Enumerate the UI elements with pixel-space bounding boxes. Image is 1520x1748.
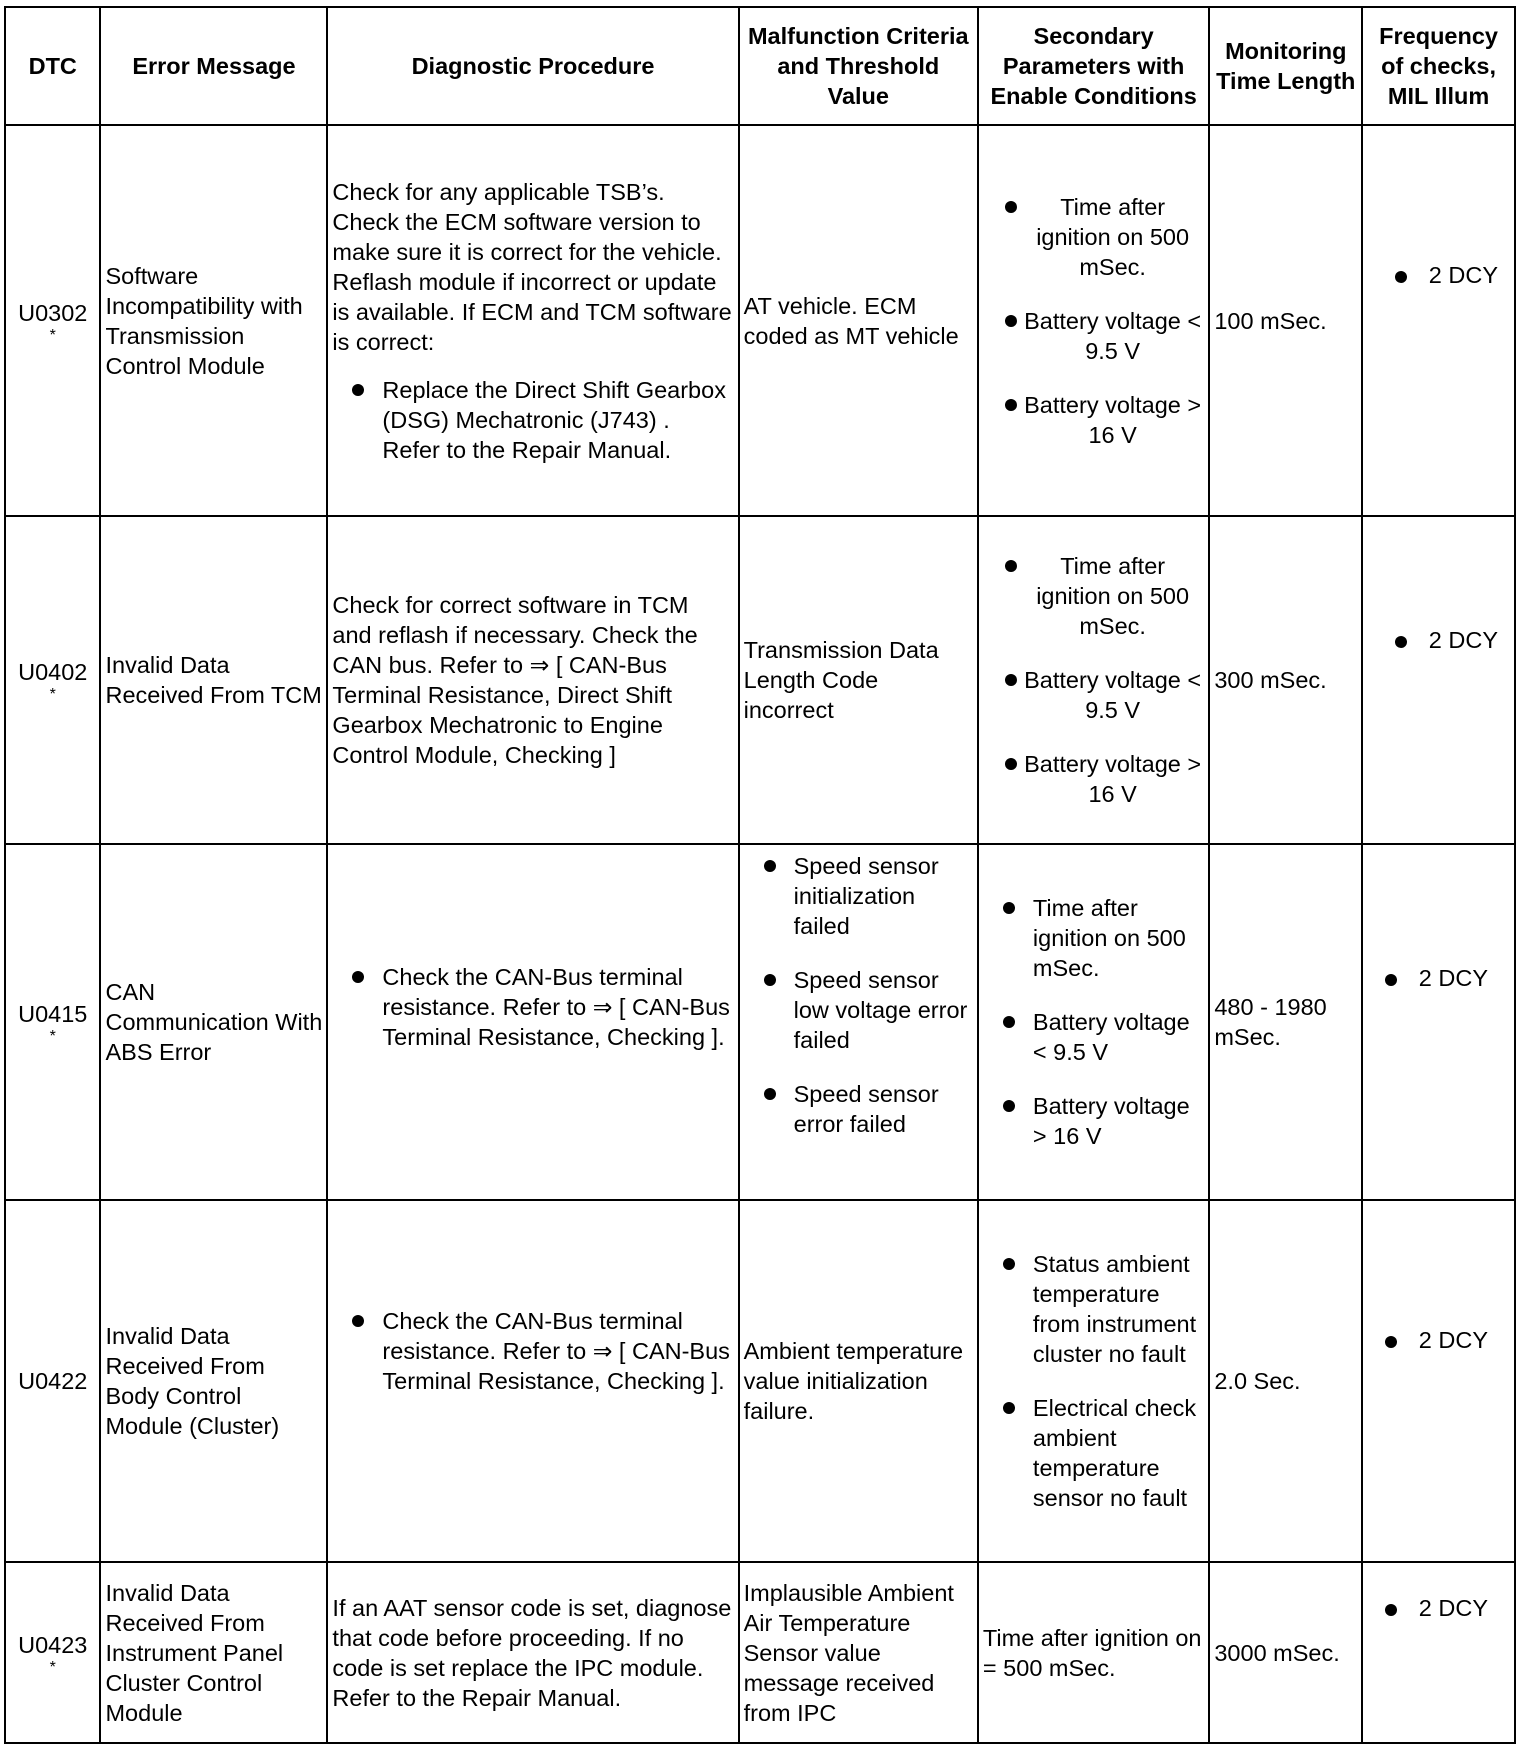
procedure-cell: If an AAT sensor code is set, diagnose that code before proceeding. If no code is set replace the IPC module. Refer to the Repair Manual.: [327, 1562, 738, 1743]
bullet-icon: [1385, 1604, 1397, 1616]
monitoring-cell: 2.0 Sec.: [1209, 1200, 1362, 1562]
header-row: [5, 7, 1515, 125]
table-row: [5, 125, 1515, 516]
dtc-cell: [5, 1562, 100, 1743]
dtc-code: U0423: [18, 1631, 88, 1658]
malfunction-cell: Transmission Data Length Code incorrect: [739, 516, 978, 844]
secondary-bullet: Battery voltage < 9.5 V: [983, 1007, 1204, 1067]
frequency-value: 2 DCY: [1418, 1327, 1488, 1354]
frequency-cell: [1362, 1200, 1515, 1562]
error-message-cell: Invalid Data Received From Body Control Module (Cluster): [100, 1200, 327, 1562]
frequency-value: 2 DCY: [1428, 627, 1498, 654]
procedure-cell: [327, 516, 738, 844]
malfunction-bullet: Speed sensor initialization failed: [744, 851, 973, 941]
procedure-bullet: Check the CAN-Bus terminal resistance. Refer to ⇒ [ CAN-Bus Terminal Resistance, Checking ].: [332, 1306, 733, 1396]
dtc-star: *: [49, 685, 56, 703]
dtc-cell: [5, 516, 100, 844]
table-row: [5, 1562, 1515, 1743]
malfunction-cell: Ambient temperature value initialization failure.: [739, 1200, 978, 1562]
error-message-cell: Invalid Data Received From Instrument Panel Cluster Control Module: [100, 1562, 327, 1743]
frequency-cell: [1362, 516, 1515, 844]
secondary-bullet: Electrical check ambient temperature sensor no fault: [983, 1393, 1204, 1513]
frequency-value: 2 DCY: [1418, 1595, 1488, 1622]
procedure-cell: [327, 1200, 738, 1562]
secondary-cell: [978, 844, 1209, 1201]
procedure-bullet: Replace the Direct Shift Gearbox (DSG) Mechatronic (J743) . Refer to the Repair Manual.: [332, 375, 733, 465]
frequency-cell: [1362, 844, 1515, 1201]
malfunction-cell: AT vehicle. ECM coded as MT vehicle: [739, 125, 978, 516]
secondary-bullet: Time after ignition on 500 mSec.: [983, 192, 1204, 282]
secondary-cell: [978, 1200, 1209, 1562]
procedure-text: Check for any applicable TSB’s. Check the ECM software version to make sure it is correct for the vehicle. Reflash module if incorrect or update is available. If ECM and TCM software is correct:: [332, 178, 732, 355]
secondary-bullet: Battery voltage > 16 V: [983, 390, 1204, 450]
secondary-bullet: Status ambient temperature from instrument cluster no fault: [983, 1249, 1204, 1369]
table-row: [5, 516, 1515, 844]
frequency-cell: [1362, 1562, 1515, 1743]
dtc-code: U0302: [18, 299, 88, 326]
header-error-message: Error Message: [100, 7, 327, 125]
monitoring-cell: 100 mSec.: [1209, 125, 1362, 516]
secondary-bullet: Battery voltage < 9.5 V: [983, 665, 1204, 725]
procedure-text: Check for correct software in TCM and reflash if necessary. Check the CAN bus. Refer to ⇒ [ CAN-Bus Terminal Resistance, Direct Shift Gearbox Mechatronic to Engine Control Module, Checking ]: [332, 591, 698, 768]
secondary-cell: [978, 125, 1209, 516]
dtc-code: U0415: [18, 1001, 88, 1028]
secondary-bullet: Battery voltage < 9.5 V: [983, 306, 1204, 366]
procedure-cell: [327, 125, 738, 516]
header-dtc: DTC: [5, 7, 100, 125]
dtc-cell: [5, 844, 100, 1201]
dtc-star: *: [49, 1028, 56, 1046]
dtc-code: U0402: [18, 658, 88, 685]
procedure-cell: [327, 844, 738, 1201]
malfunction-bullet: Speed sensor error failed: [744, 1079, 973, 1139]
dtc-cell: [5, 1200, 100, 1562]
frequency-cell: [1362, 125, 1515, 516]
bullet-icon: [1385, 1336, 1397, 1348]
dtc-star: *: [49, 1658, 56, 1676]
monitoring-cell: 480 - 1980 mSec.: [1209, 844, 1362, 1201]
secondary-bullet: Time after ignition on 500 mSec.: [983, 893, 1204, 983]
malfunction-cell: [739, 844, 978, 1201]
error-message-cell: CAN Communication With ABS Error: [100, 844, 327, 1201]
monitoring-cell: 3000 mSec.: [1209, 1562, 1362, 1743]
malfunction-cell: Implausible Ambient Air Temperature Sensor value message received from IPC: [739, 1562, 978, 1743]
procedure-bullet: Check the CAN-Bus terminal resistance. Refer to ⇒ [ CAN-Bus Terminal Resistance, Checking ].: [332, 962, 733, 1052]
header-secondary: Secondary Parameters with Enable Conditions: [978, 7, 1209, 125]
malfunction-bullet: Speed sensor low voltage error failed: [744, 965, 973, 1055]
secondary-bullet: Battery voltage > 16 V: [983, 749, 1204, 809]
frequency-value: 2 DCY: [1428, 262, 1498, 288]
secondary-cell: [978, 516, 1209, 844]
dtc-table: [4, 6, 1516, 1744]
dtc-star: *: [49, 326, 56, 344]
header-diagnostic-procedure: Diagnostic Procedure: [327, 7, 738, 125]
secondary-cell: Time after ignition on = 500 mSec.: [978, 1562, 1209, 1743]
bullet-icon: [1395, 636, 1407, 648]
secondary-bullet: Time after ignition on 500 mSec.: [983, 551, 1204, 641]
header-monitoring: Monitoring Time Length: [1209, 7, 1362, 125]
bullet-icon: [1395, 271, 1407, 283]
header-malfunction: Malfunction Criteria and Threshold Value: [739, 7, 978, 125]
table-row: [5, 1200, 1515, 1562]
error-message-cell: Invalid Data Received From TCM: [100, 516, 327, 844]
monitoring-cell: 300 mSec.: [1209, 516, 1362, 844]
error-message-cell: Software Incompatibility with Transmission Control Module: [100, 125, 327, 516]
header-frequency: Frequency of checks, MIL Illum: [1362, 7, 1515, 125]
dtc-code: U0422: [18, 1368, 88, 1395]
dtc-cell: [5, 125, 100, 516]
frequency-value: 2 DCY: [1418, 964, 1488, 991]
secondary-bullet: Battery voltage > 16 V: [983, 1091, 1204, 1151]
bullet-icon: [1385, 974, 1397, 986]
table-row: [5, 844, 1515, 1201]
